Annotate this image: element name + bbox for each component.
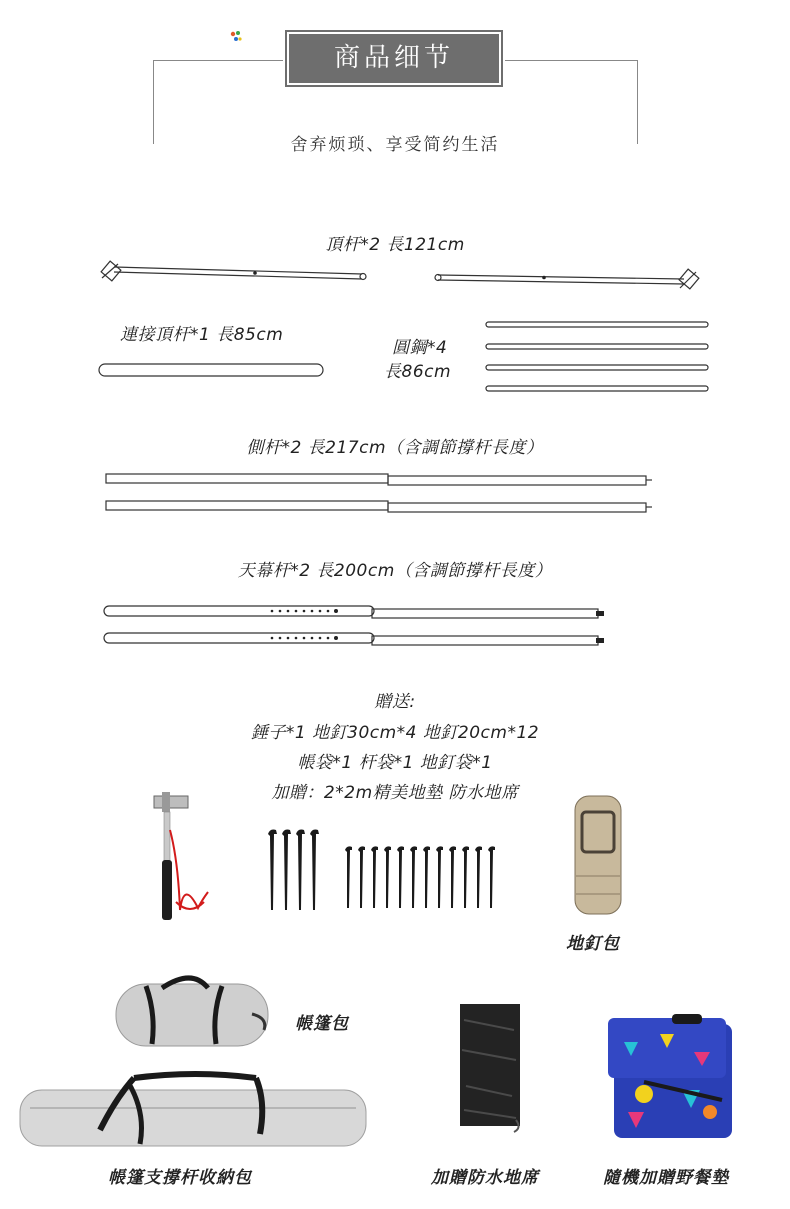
steel-rod-label-length: 長86cm: [384, 362, 452, 382]
waterproof-mat-caption: 加贈防水地席: [431, 1168, 539, 1188]
top-pole-left-illustration: [100, 258, 370, 288]
brand-logo-icon: [228, 28, 244, 44]
page-title: 商品细节: [287, 32, 501, 85]
gifts-line-3: 加贈：2*2m精美地墊 防水地席: [271, 783, 519, 803]
canopy-poles-illustration: [102, 602, 614, 654]
stake-bag-image: [572, 794, 624, 918]
gifts-line-1: 錘子*1 地釘30cm*4 地釘20cm*12: [250, 723, 540, 743]
picnic-mat-image: [604, 1012, 740, 1144]
connector-pole-label: 連接頂杆*1 長85cm: [120, 325, 284, 345]
side-pole-label: 側杆*2 長217cm（含調節撐杆長度）: [246, 438, 544, 458]
pole-bag-image: [16, 1072, 370, 1152]
long-stakes-image: [264, 826, 324, 912]
picnic-mat-caption: 隨機加贈野餐墊: [603, 1168, 729, 1188]
canopy-pole-label: 天幕杆*2 長200cm（含調節撐杆長度）: [237, 561, 553, 581]
short-stakes-image: [342, 844, 508, 910]
connector-pole-illustration: [96, 360, 328, 380]
steel-rod-label-count: 圓鋼*4: [392, 338, 448, 358]
page-subtitle: 舍弃烦琐、享受简约生活: [290, 135, 500, 155]
header-title-box: [283, 28, 505, 89]
steel-rods-illustration: [484, 318, 710, 394]
hammer-image: [150, 790, 214, 930]
tent-bag-caption: 帳篷包: [295, 1014, 349, 1034]
gifts-line-2: 帳袋*1 杆袋*1 地釘袋*1: [297, 753, 493, 773]
top-pole-right-illustration: [432, 268, 702, 298]
waterproof-mat-image: [454, 1000, 526, 1134]
pole-bag-caption: 帳篷支撐杆收納包: [108, 1168, 252, 1188]
stake-bag-caption: 地釘包: [566, 934, 620, 954]
side-poles-illustration: [104, 470, 656, 522]
top-pole-label: 頂杆*2 長121cm: [325, 235, 465, 255]
gifts-heading: 贈送:: [374, 692, 416, 712]
tent-bag-image: [112, 974, 272, 1050]
